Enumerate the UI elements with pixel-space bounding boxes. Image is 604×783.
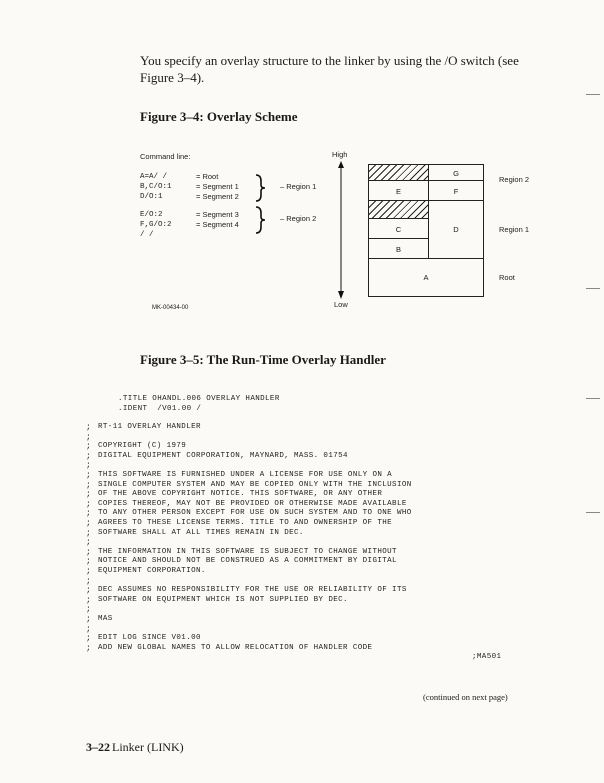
comment-marker: ;	[86, 442, 91, 452]
comment-marker: ;	[86, 547, 91, 557]
comment-marker: ;	[86, 567, 91, 576]
listing-line: COPYRIGHT (C) 1979	[98, 442, 187, 451]
listing-line: DEC ASSUMES NO RESPONSIBILITY FOR THE USE OR RELIABILITY OF ITS	[98, 586, 407, 595]
comment-marker: ;	[86, 519, 91, 528]
listing-line: DIGITAL EQUIPMENT CORPORATION, MAYNARD, MASS. 01754	[98, 451, 348, 460]
comment-marker: ;	[86, 471, 91, 480]
region-2-brace	[254, 206, 266, 234]
comment-marker: ;	[86, 605, 91, 615]
comment-marker: ;	[86, 480, 91, 490]
region-1-label: – Region 1	[280, 182, 317, 191]
listing-line: EQUIPMENT CORPORATION.	[98, 567, 206, 575]
listing-line: COPIES THEREOF, MAY NOT BE PROVIDED OR OTHERWISE MADE AVAILABLE	[98, 499, 407, 508]
comment-marker: ;	[86, 557, 91, 567]
region-2-label: – Region 2	[280, 214, 317, 223]
desc-root: = Root	[196, 172, 219, 181]
segment-b-box	[368, 238, 429, 259]
listing-edit-tag: ;MA501	[472, 653, 502, 661]
listing-line: SOFTWARE SHALL AT ALL TIMES REMAIN IN DEC.	[98, 528, 304, 537]
command-3: D/O:1	[140, 193, 163, 201]
listing-line: THE INFORMATION IN THIS SOFTWARE IS SUBJECT TO CHANGE WITHOUT	[98, 547, 397, 556]
comment-marker: ;	[86, 528, 91, 538]
listing-line: ADD NEW GLOBAL NAMES TO ALLOW RELOCATION OF HANDLER CODE	[98, 643, 373, 652]
high-low-arrow	[336, 160, 346, 300]
low-label: Low	[334, 300, 348, 309]
region-2-unused-hatch	[368, 164, 429, 181]
margin-mark	[586, 398, 600, 399]
listing-line: THIS SOFTWARE IS FURNISHED UNDER A LICENSE FOR USE ONLY ON A	[98, 471, 393, 479]
comment-marker: ;	[86, 423, 91, 432]
figure-3-5-title: Figure 3–5: The Run-Time Overlay Handler	[140, 352, 386, 367]
listing-line: TO ANY OTHER PERSON EXCEPT FOR USE ON SUCH SYSTEM AND TO ONE WHO	[98, 509, 412, 518]
listing-line: SINGLE COMPUTER SYSTEM AND MAY BE COPIED ONLY WITH THE INCLUSION	[98, 480, 412, 489]
comment-marker: ;	[86, 538, 91, 548]
comment-marker: ;	[86, 576, 91, 586]
root-segment-a-box	[368, 258, 484, 297]
segment-e-label: E	[395, 187, 401, 196]
command-4: E/O:2	[140, 211, 163, 219]
margin-mark	[586, 512, 600, 513]
command-line-label: Command line:	[140, 152, 191, 161]
region-1-right-label: Region 1	[499, 225, 530, 234]
continued-note: (continued on next page)	[423, 692, 508, 702]
segment-g-label: G	[453, 169, 459, 178]
listing-line: AGREES TO THESE LICENSE TERMS. TITLE TO AND OWNERSHIP OF THE	[98, 519, 393, 527]
region-1-unused-hatch	[368, 200, 429, 219]
intro-paragraph: You specify an overlay structure to the linker by using the /O switch (see Figure 3–4).	[140, 53, 519, 85]
listing-title-directive: .TITLE OHANDL.006 OVERLAY HANDLER	[118, 395, 280, 403]
command-5: F,G/O:2	[140, 221, 172, 229]
desc-segment-3: = Segment 3	[196, 210, 239, 219]
comment-marker: ;	[86, 595, 91, 605]
segment-f-label: F	[453, 187, 459, 196]
desc-segment-2: = Segment 2	[196, 192, 239, 201]
comment-marker: ;	[86, 451, 91, 461]
segment-c-box	[368, 218, 429, 239]
comment-marker: ;	[86, 643, 91, 653]
footer-section: Linker (LINK)	[112, 740, 184, 754]
listing-ident-directive: .IDENT /V01.00 /	[118, 405, 202, 413]
command-1: A=A/ /	[140, 173, 168, 181]
region-1-brace	[254, 174, 266, 202]
listing-line: OF THE ABOVE COPYRIGHT NOTICE. THIS SOFTWARE, OR ANY OTHER	[98, 490, 383, 499]
desc-segment-4: = Segment 4	[196, 220, 239, 229]
segment-b-label: B	[395, 245, 401, 254]
region-2-right-label: Region 2	[499, 175, 530, 184]
segment-c-label: C	[395, 225, 402, 234]
listing-line: SOFTWARE ON EQUIPMENT WHICH IS NOT SUPPLIED BY DEC.	[98, 595, 348, 604]
segment-d-label: D	[453, 225, 459, 234]
figure-3-4-title: Figure 3–4: Overlay Scheme	[140, 109, 298, 124]
comment-marker: ;	[86, 461, 91, 471]
comment-marker: ;	[86, 615, 91, 624]
segment-a-label: A	[423, 273, 429, 282]
comment-marker: ;	[86, 624, 91, 634]
desc-segment-1: = Segment 1	[196, 182, 239, 191]
command-2: B,C/O:1	[140, 183, 172, 191]
high-label: High	[332, 150, 348, 159]
root-right-label: Root	[499, 273, 515, 282]
command-6: / /	[140, 231, 154, 239]
listing-line: RT-11 OVERLAY HANDLER	[98, 423, 201, 431]
listing-line: MAS	[98, 615, 113, 623]
comment-marker: ;	[86, 499, 91, 509]
comment-marker: ;	[86, 490, 91, 500]
page-number: 3–22	[86, 740, 110, 754]
listing-line: NOTICE AND SHOULD NOT BE CONSTRUED AS A COMMITMENT BY DIGITAL	[98, 557, 397, 566]
comment-marker: ;	[86, 586, 91, 596]
comment-marker: ;	[86, 432, 91, 442]
margin-mark	[586, 94, 600, 95]
listing-line: EDIT LOG SINCE V01.00	[98, 634, 201, 643]
margin-mark	[586, 288, 600, 289]
comment-marker: ;	[86, 634, 91, 644]
segment-f-box	[428, 180, 484, 201]
segment-g-box	[428, 164, 484, 181]
segment-d-box	[428, 200, 484, 259]
segment-e-box	[368, 180, 429, 201]
figure-code: MK-00434-00	[152, 305, 189, 311]
comment-marker: ;	[86, 509, 91, 519]
